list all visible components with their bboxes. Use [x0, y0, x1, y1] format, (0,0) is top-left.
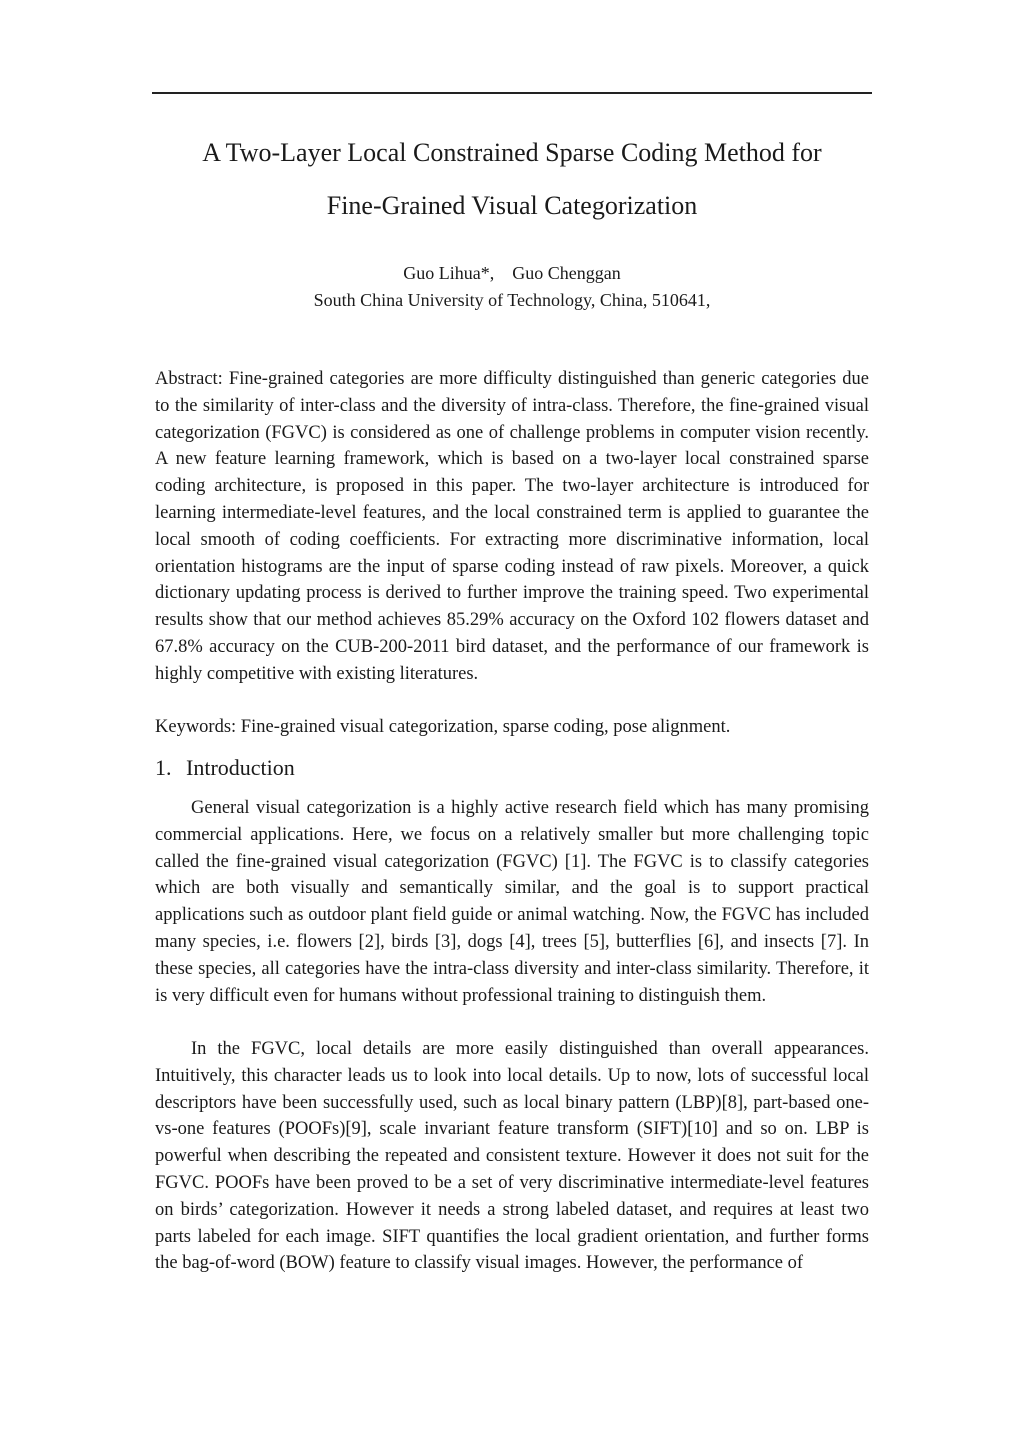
paper-title-line-1: A Two-Layer Local Constrained Sparse Coding Method for	[202, 138, 822, 167]
author-name: Guo Lihua*,	[403, 263, 495, 283]
abstract: Abstract: Fine-grained categories are more difficulty distinguished than generic categories due to the similarity of inter-class and the diversity of intra-class. Therefore, the fine-grained visual categorization (FGVC) is considered as one of challenge problems in computer vision recently. A new feature learning framework, which is based on a two-layer local constrained sparse coding architecture, is proposed in this paper. The two-layer architecture is introduced for learning intermediate-level features, and the local constrained term is applied to guarantee the local smooth of coding coefficients. For extracting more discriminative information, local orientation histograms are the input of sparse coding instead of raw pixels. Moreover, a quick dictionary updating process is derived to further improve the training speed. Two experimental results show that our method achieves 85.29% accuracy on the Oxford 102 flowers dataset and 67.8% accuracy on the CUB-200-2011 bird dataset, and the performance of our framework is highly competitive with existing literatures.	[155, 369, 869, 684]
author-list	[152, 261, 872, 285]
section-heading	[155, 754, 295, 782]
author-name: Guo Chenggan	[512, 263, 621, 283]
section-title: Introduction	[186, 755, 295, 780]
paper-title-line-2: Fine-Grained Visual Categorization	[326, 191, 698, 220]
section-number: 1.	[155, 755, 172, 780]
affiliation: South China University of Technology, China, 510641,	[313, 290, 711, 310]
header-rule	[152, 92, 872, 94]
keywords: Keywords: Fine-grained visual categorization, sparse coding, pose alignment.	[155, 717, 731, 737]
body-paragraph: In the FGVC, local details are more easily distinguished than overall appearances. Intuitively, this character leads us to look into local details. Up to now, lots of successful local descriptors have been successfully used, such as local binary pattern (LBP)[8], part-based one-vs-one features (POOFs)[9], scale invariant feature transform (SIFT)[10] and so on. LBP is powerful when describing the repeated and consistent texture. However it does not suit for the FGVC. POOFs have been proved to be a set of very discriminative intermediate-level features on birds’ categorization. However it needs a strong labeled dataset, and requires at least two parts labeled for each image. SIFT quantifies the local gradient orientation, and further forms the bag-of-word (BOW) feature to classify visual images. However, the performance of	[155, 1039, 869, 1274]
body-paragraph: General visual categorization is a highly active research field which has many promising commercial applications. Here, we focus on a relatively smaller but more challenging topic called the fine-grained visual categorization (FGVC) [1]. The FGVC is to classify categories which are both visually and semantically similar, and the goal is to support practical applications such as outdoor plant field guide or animal watching. Now, the FGVC has included many species, i.e. flowers [2], birds [3], dogs [4], trees [5], butterflies [6], and insects [7]. In these species, all categories have the intra-class diversity and inter-class similarity. Therefore, it is very difficult even for humans without professional training to distinguish them.	[155, 798, 869, 1006]
